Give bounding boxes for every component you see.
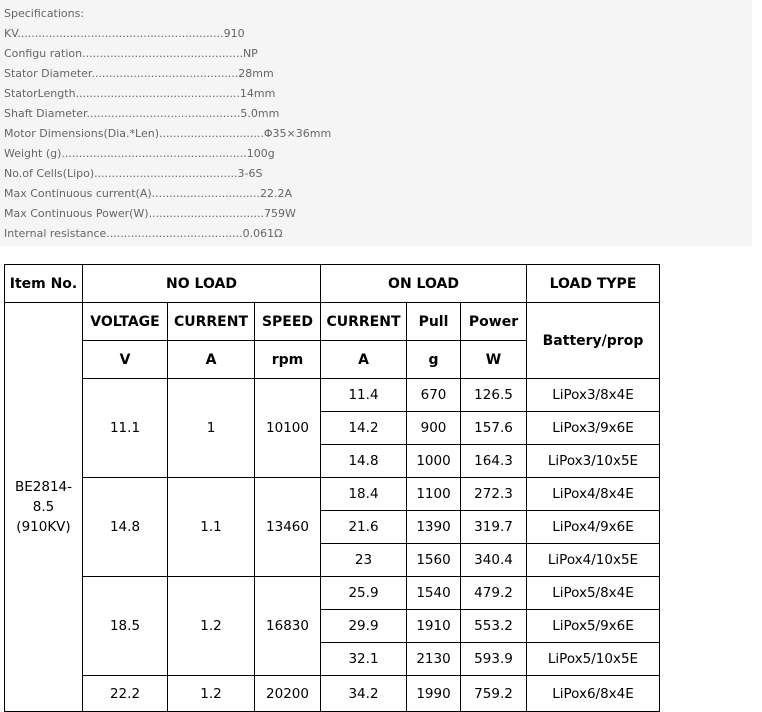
speed-cell: 20200 [255,676,321,712]
pull-cell: 1560 [407,544,461,577]
performance-table [4,264,660,712]
voltage-cell: 22.2 [83,676,168,712]
load-current-cell: 14.2 [321,412,407,445]
unit-current: A [168,341,255,379]
table-row [5,478,660,511]
pull-cell: 1000 [407,445,461,478]
load-type-cell: LiPox4/10x5E [527,544,660,577]
pull-cell: 670 [407,379,461,412]
power-cell: 479.2 [461,577,527,610]
power-cell: 553.2 [461,610,527,643]
subheader-speed: SPEED [255,303,321,341]
header-row [5,265,660,303]
power-cell: 319.7 [461,511,527,544]
pull-cell: 1390 [407,511,461,544]
load-type-cell: LiPox3/10x5E [527,445,660,478]
power-cell: 340.4 [461,544,527,577]
load-type-cell: LiPox4/8x4E [527,478,660,511]
power-cell: 272.3 [461,478,527,511]
load-current-cell: 21.6 [321,511,407,544]
power-cell: 164.3 [461,445,527,478]
speed-cell: 13460 [255,478,321,577]
voltage-cell: 11.1 [83,379,168,478]
table-row [5,379,660,412]
load-current-cell: 11.4 [321,379,407,412]
load-current-cell: 34.2 [321,676,407,712]
subheader-pull: Pull [407,303,461,341]
no-load-current-cell: 1.2 [168,577,255,676]
unit-power: W [461,341,527,379]
subheader-voltage: VOLTAGE [83,303,168,341]
speed-cell: 10100 [255,379,321,478]
load-type-cell: LiPox5/10x5E [527,643,660,676]
load-current-cell: 23 [321,544,407,577]
pull-cell: 1100 [407,478,461,511]
spec-motor-dimensions: Motor Dimensions(Dia.*Len)..............................Φ35×36mm [4,127,332,140]
item-model-line: 8.5 [32,499,55,515]
power-cell: 157.6 [461,412,527,445]
spec-shaft-diameter: Shaft Diameter............................................5.0mm [4,107,280,120]
unit-voltage: V [83,341,168,379]
pull-cell: 1540 [407,577,461,610]
voltage-cell: 14.8 [83,478,168,577]
load-current-cell: 25.9 [321,577,407,610]
spec-stator-diameter: Stator Diameter..........................................28mm [4,67,274,80]
spec-weight: Weight (g).....................................................100g [4,147,275,160]
spec-internal-resistance: Internal resistance.......................................0.061Ω [4,227,283,240]
load-type-cell: LiPox3/9x6E [527,412,660,445]
item-model-cell [5,303,83,712]
subheader-current: CURRENT [168,303,255,341]
subheader-power: Power [461,303,527,341]
load-type-cell: LiPox5/8x4E [527,577,660,610]
spec-max-power: Max Continuous Power(W).................................759W [4,207,296,220]
table-row [5,676,660,712]
subheader-row [5,303,660,341]
header-no-load: NO LOAD [83,265,321,303]
load-current-cell: 29.9 [321,610,407,643]
table-row [5,577,660,610]
no-load-current-cell: 1.1 [168,478,255,577]
load-type-cell: LiPox4/9x6E [527,511,660,544]
header-load-type: LOAD TYPE [527,265,660,303]
load-type-cell: LiPox5/9x6E [527,610,660,643]
voltage-cell: 18.5 [83,577,168,676]
subheader-battery-prop: Battery/prop [527,303,660,379]
spec-max-current: Max Continuous current(A)...............................22.2A [4,187,293,200]
unit-pull: g [407,341,461,379]
header-on-load: ON LOAD [321,265,527,303]
load-type-cell: LiPox6/8x4E [527,676,660,712]
power-cell: 593.9 [461,643,527,676]
pull-cell: 1990 [407,676,461,712]
spec-cells: No.of Cells(Lipo).........................................3-6S [4,167,263,180]
specifications-heading: Specifications: [4,7,85,20]
unit-speed: rpm [255,341,321,379]
no-load-current-cell: 1.2 [168,676,255,712]
spec-kv: KV...........................................................910 [4,27,245,40]
pull-cell: 900 [407,412,461,445]
load-current-cell: 18.4 [321,478,407,511]
item-model-line: BE2814- [14,479,73,495]
spec-configuration: Configu ration..............................................NP [4,47,258,60]
load-current-cell: 32.1 [321,643,407,676]
specifications-panel [0,0,752,246]
pull-cell: 2130 [407,643,461,676]
header-item-no: Item No. [5,265,83,303]
pull-cell: 1910 [407,610,461,643]
load-current-cell: 14.8 [321,445,407,478]
power-cell: 126.5 [461,379,527,412]
speed-cell: 16830 [255,577,321,676]
power-cell: 759.2 [461,676,527,712]
load-type-cell: LiPox3/8x4E [527,379,660,412]
no-load-current-cell: 1 [168,379,255,478]
subheader-load-current: CURRENT [321,303,407,341]
unit-load-current: A [321,341,407,379]
item-model-line: (910KV) [16,519,71,535]
spec-stator-length: StatorLength...............................................14mm [4,87,276,100]
